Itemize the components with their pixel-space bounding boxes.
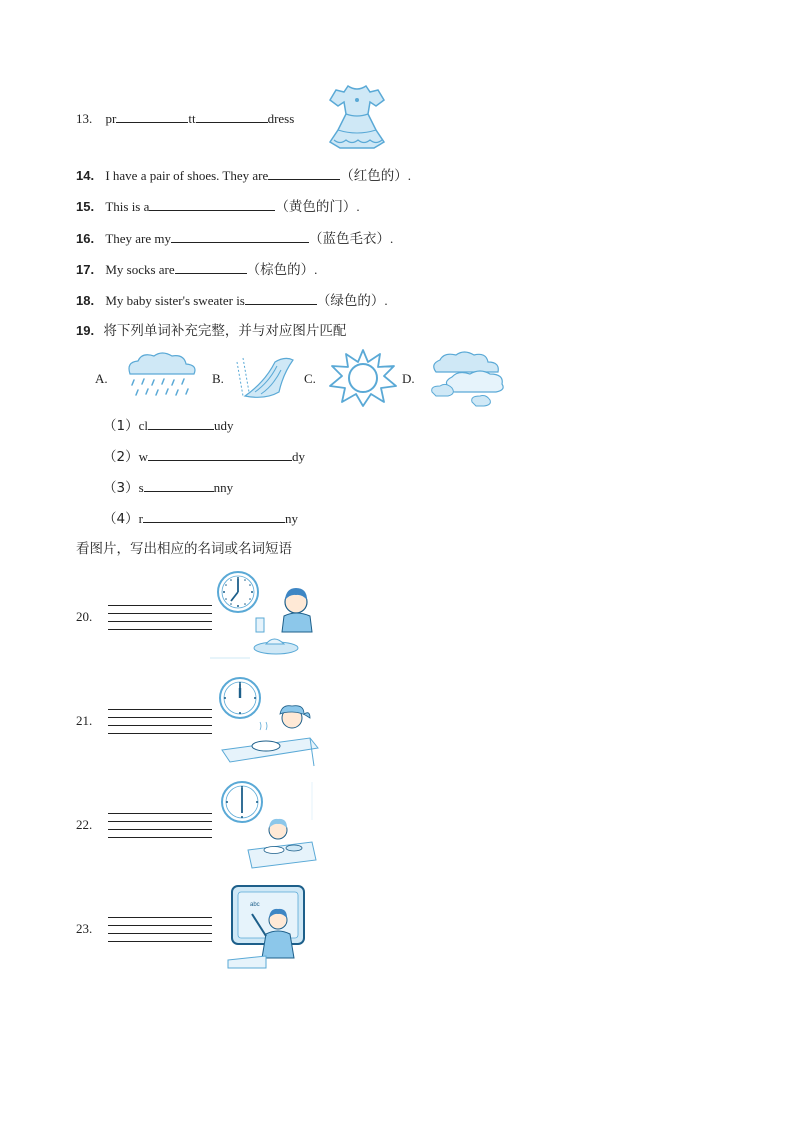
end-punctuation: .	[407, 168, 411, 183]
question-22-number: 22.	[76, 817, 93, 832]
section-heading: 看图片，写出相应的名词或名词短语	[76, 541, 292, 557]
option-c-label: C.	[304, 371, 316, 386]
question-number: 13.	[76, 111, 93, 126]
answer-blank[interactable]	[143, 509, 285, 523]
cloudy-illustration	[428, 350, 510, 408]
hint-text: （绿色的）	[316, 293, 385, 309]
answer-blank[interactable]	[175, 260, 247, 274]
answer-blank[interactable]	[148, 447, 292, 461]
word-part: ny	[284, 511, 298, 526]
end-punctuation: .	[384, 293, 388, 308]
answer-blank[interactable]	[149, 197, 275, 211]
breakfast-illustration	[210, 570, 322, 662]
question-15	[76, 197, 360, 216]
hint-text: （黄色的门）	[275, 199, 357, 215]
writing-lines[interactable]	[108, 806, 212, 838]
question-number: 16.	[76, 231, 95, 246]
word-part: dy	[291, 449, 305, 464]
item-label: （3）	[103, 480, 139, 496]
end-punctuation: .	[314, 262, 318, 277]
question-text: I have a pair of shoes. They are	[105, 168, 269, 183]
question-18	[76, 291, 388, 310]
question-21-number: 21.	[76, 713, 93, 728]
answer-blank[interactable]	[196, 109, 268, 123]
answer-blank[interactable]	[268, 166, 340, 180]
dinner-illustration	[218, 780, 318, 870]
answer-blank[interactable]	[144, 478, 214, 492]
question-instruction: 将下列单词补充完整，并与对应图片匹配	[103, 323, 347, 339]
item-label: （2）	[103, 449, 139, 465]
question-16	[76, 229, 393, 248]
question-text: My baby sister's sweater is	[105, 293, 245, 308]
question-23-number: 23.	[76, 921, 93, 936]
question-13	[76, 109, 294, 128]
classroom-teacher-illustration	[226, 884, 306, 970]
question-number: 19.	[76, 323, 95, 338]
writing-lines[interactable]	[108, 598, 212, 630]
question-text: This is a	[105, 199, 150, 214]
question-text: My socks are	[105, 262, 175, 277]
rainy-cloud-illustration	[122, 352, 202, 404]
word-part: s	[138, 480, 144, 495]
windy-illustration	[235, 352, 297, 404]
word-part: dress	[267, 111, 295, 126]
q19-item-3	[103, 478, 233, 497]
end-punctuation: .	[390, 231, 394, 246]
answer-blank[interactable]	[148, 416, 214, 430]
writing-lines[interactable]	[108, 702, 212, 734]
end-punctuation: .	[356, 199, 360, 214]
word-part: r	[138, 511, 143, 526]
word-part: pr	[105, 111, 117, 126]
word-part: cl	[138, 418, 148, 433]
item-label: （1）	[103, 418, 139, 434]
item-label: （4）	[103, 511, 139, 527]
answer-blank[interactable]	[245, 291, 317, 305]
option-a-label: A.	[95, 371, 108, 386]
option-b-label: B.	[212, 371, 224, 386]
writing-lines[interactable]	[108, 910, 212, 942]
answer-blank[interactable]	[171, 229, 309, 243]
question-number: 15.	[76, 199, 95, 214]
hint-text: （蓝色毛衣）	[309, 231, 391, 247]
lunch-illustration	[214, 676, 324, 768]
answer-blank[interactable]	[116, 109, 188, 123]
hint-text: （红色的）	[340, 168, 408, 184]
q19-item-4	[103, 509, 298, 528]
word-part: w	[138, 449, 148, 464]
question-20-number: 20.	[76, 609, 93, 624]
question-number: 18.	[76, 293, 95, 308]
word-part: udy	[213, 418, 234, 433]
question-17	[76, 260, 317, 279]
question-14	[76, 166, 411, 185]
sunny-illustration	[328, 348, 398, 408]
question-19	[76, 322, 346, 340]
word-part: nny	[213, 480, 234, 495]
hint-text: （棕色的）	[246, 262, 315, 278]
dress-illustration	[326, 82, 388, 152]
svg-text:abc: abc	[250, 902, 260, 908]
question-number: 14.	[76, 168, 95, 183]
q19-item-1	[103, 416, 233, 435]
question-text: They are my	[105, 231, 172, 246]
question-number: 17.	[76, 262, 95, 277]
option-d-label: D.	[402, 371, 415, 386]
word-part: tt	[188, 111, 196, 126]
q19-item-2	[103, 447, 305, 466]
